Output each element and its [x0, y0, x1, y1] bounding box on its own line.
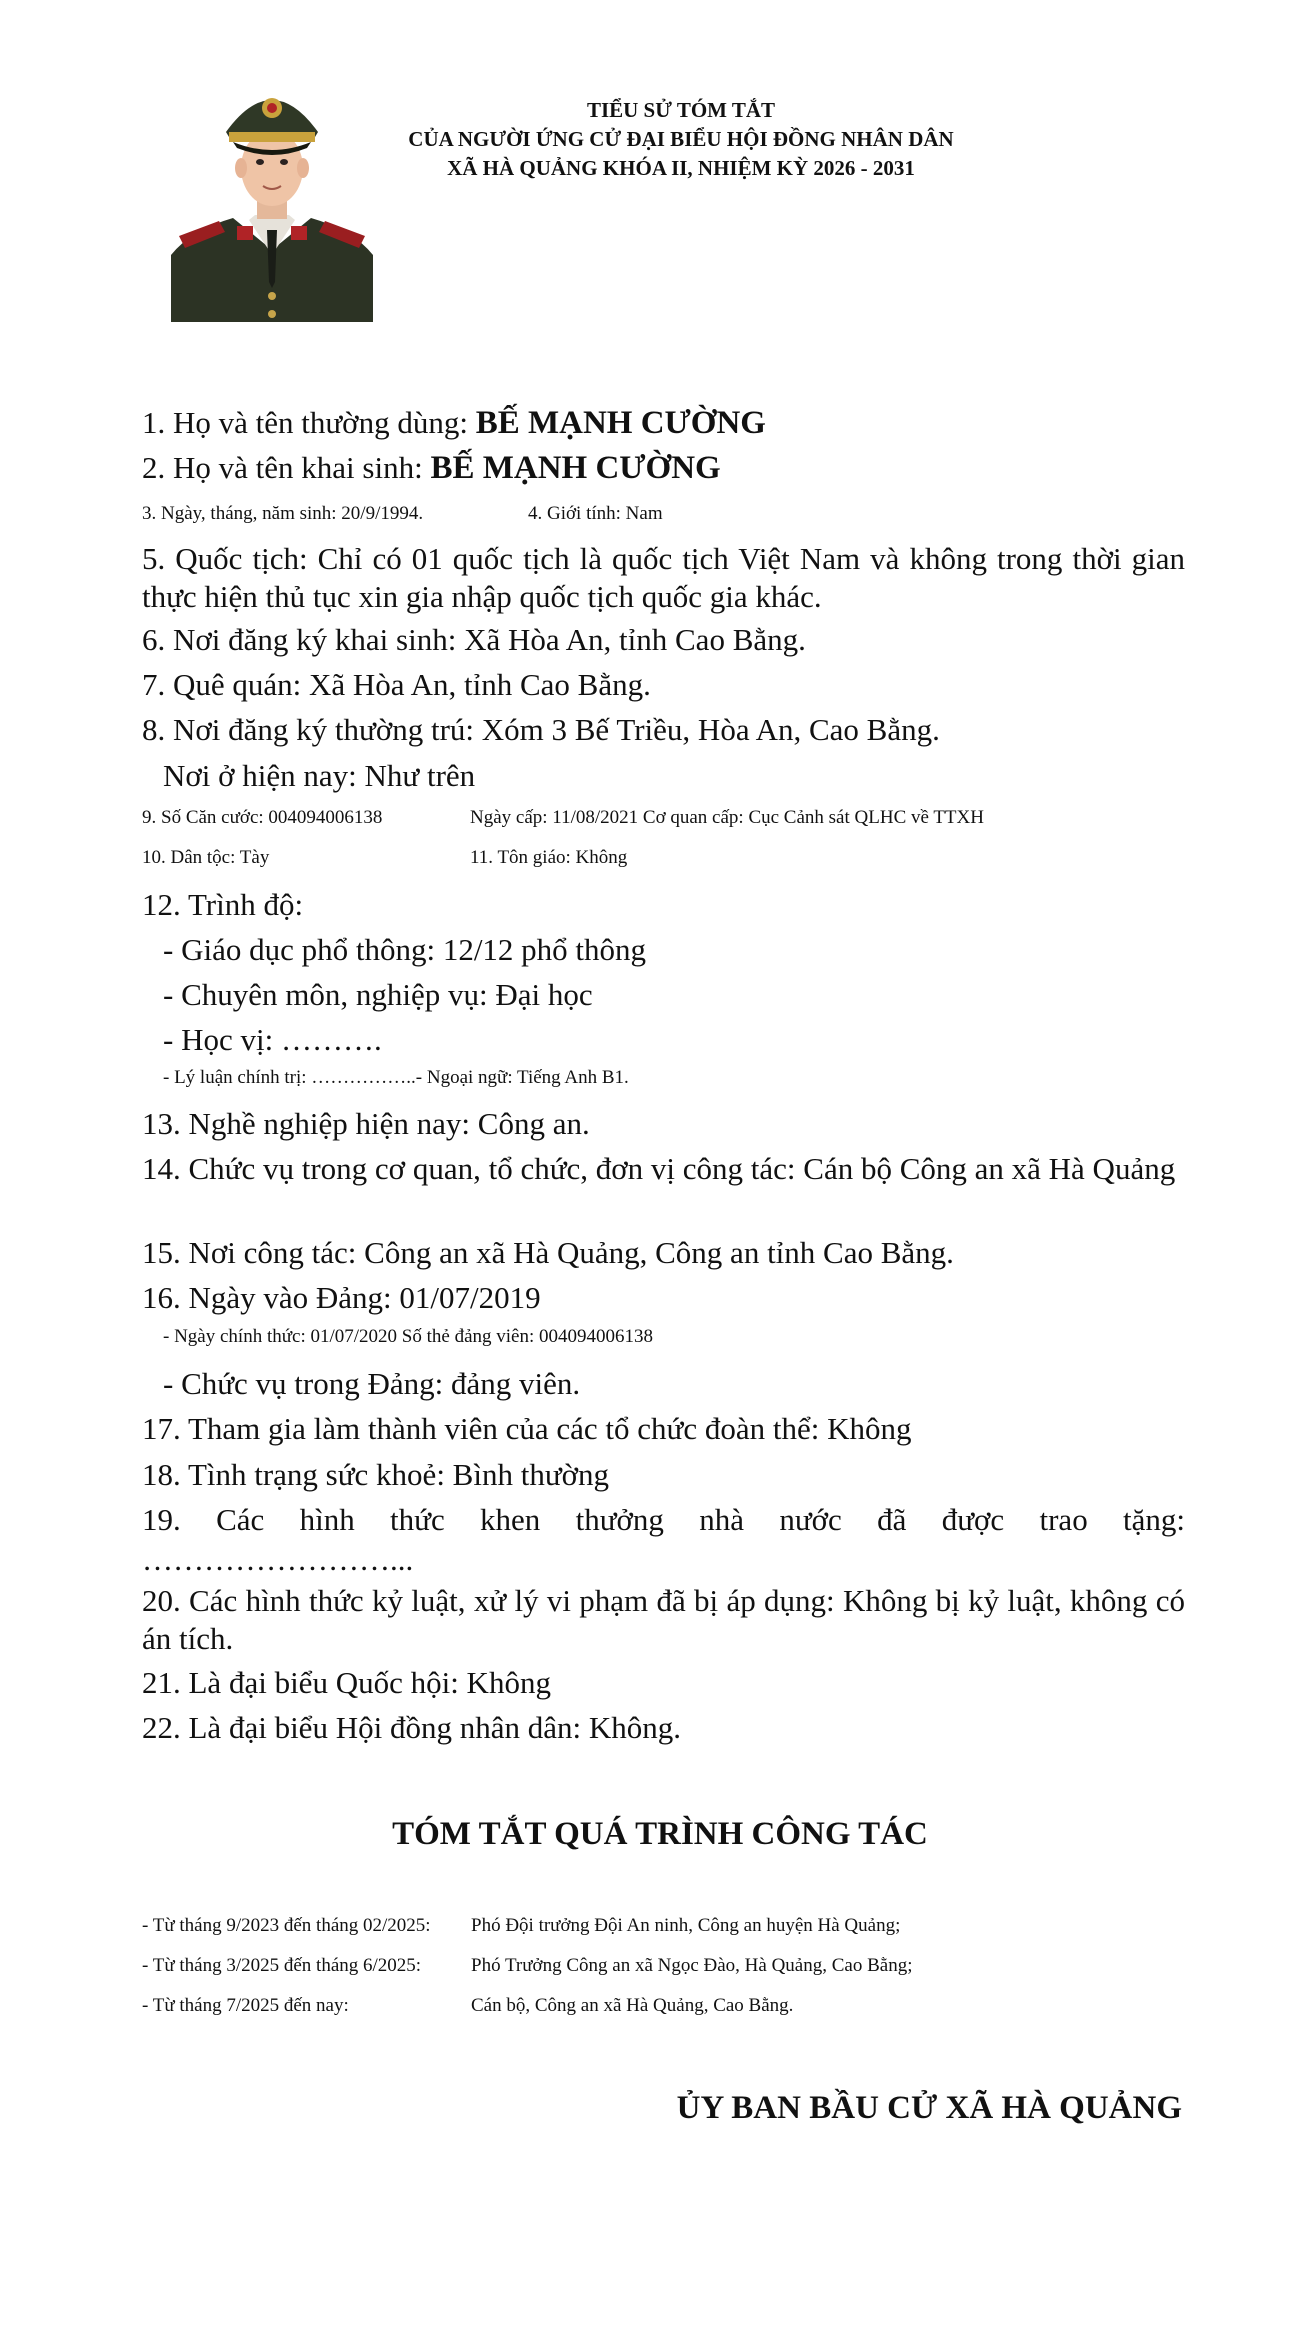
career-row-1-desc: Phó Đội trưởng Đội An ninh, Công an huyện Hà Quảng;: [471, 1915, 901, 1936]
career-row-1-period: - Từ tháng 9/2023 đến tháng 02/2025:: [142, 1915, 431, 1936]
document-subtitle-line-1: CỦA NGƯỜI ỨNG CỬ ĐẠI BIỂU HỘI ĐỒNG NHÂN DÂN: [408, 127, 954, 151]
item-1-value: BẾ MẠNH CƯỜNG: [475, 405, 766, 441]
document-title: TIỂU SỬ TÓM TẮT: [586, 98, 776, 122]
item-12-politics-language: - Lý luận chính trị: ……………..- Ngoại ngữ: Tiếng Anh B1.: [163, 1067, 629, 1088]
item-16-official-date: - Ngày chính thức: 01/07/2020 Số thẻ đảng viên: 004094006138: [163, 1326, 653, 1347]
item-12-professional: - Chuyên môn, nghiệp vụ: Đại học: [163, 977, 593, 1012]
item-1-label: 1. Họ và tên thường dùng:: [142, 405, 476, 440]
item-1: [142, 403, 1185, 443]
item-19: 19. Các hình thức khen thưởng nhà nước đã được trao tặng:: [142, 1502, 1185, 1537]
document-subtitle-line-2: XÃ HÀ QUẢNG KHÓA II, NHIỆM KỲ 2026 - 2031: [447, 156, 915, 180]
item-13: 13. Nghề nghiệp hiện nay: Công an.: [142, 1106, 590, 1141]
item-19-value: ……………………...: [142, 1542, 414, 1577]
item-17: 17. Tham gia làm thành viên của các tổ chức đoàn thể: Không: [142, 1411, 912, 1446]
career-row-3-period: - Từ tháng 7/2025 đến nay:: [142, 1995, 349, 2016]
portrait-photo: [171, 50, 373, 322]
item-5: 5. Quốc tịch: Chỉ có 01 quốc tịch là quốc tịch Việt Nam và không trong thời gian thực hiện thủ tục xin gia nhập quốc tịch quốc gia khác.: [142, 541, 1185, 614]
item-10: 10. Dân tộc: Tày: [142, 847, 270, 868]
item-14: 14. Chức vụ trong cơ quan, tổ chức, đơn vị công tác: Cán bộ Công an xã Hà Quảng: [142, 1151, 1176, 1186]
career-row-2-desc: Phó Trưởng Công an xã Ngọc Đào, Hà Quảng, Cao Bằng;: [471, 1955, 913, 1976]
item-11: 11. Tôn giáo: Không: [470, 847, 628, 868]
item-12-general-education: - Giáo dục phổ thông: 12/12 phổ thông: [163, 932, 647, 967]
item-2-value: BẾ MẠNH CƯỜNG: [430, 450, 721, 486]
item-15: 15. Nơi công tác: Công an xã Hà Quảng, Công an tỉnh Cao Bằng.: [142, 1235, 954, 1270]
item-9-issue: Ngày cấp: 11/08/2021 Cơ quan cấp: Cục Cảnh sát QLHC về TTXH: [470, 807, 984, 828]
item-22: 22. Là đại biểu Hội đồng nhân dân: Không.: [142, 1710, 681, 1745]
item-2-label: 2. Họ và tên khai sinh:: [142, 450, 431, 485]
item-21: 21. Là đại biểu Quốc hội: Không: [142, 1665, 551, 1700]
item-7: 7. Quê quán: Xã Hòa An, tỉnh Cao Bằng.: [142, 667, 651, 702]
item-9: 9. Số Căn cước: 004094006138: [142, 807, 383, 828]
item-12-degree: - Học vị: ……….: [163, 1022, 382, 1057]
career-row-2-period: - Từ tháng 3/2025 đến tháng 6/2025:: [142, 1955, 422, 1976]
career-row-3-desc: Cán bộ, Công an xã Hà Quảng, Cao Bằng.: [471, 1995, 794, 2016]
item-6: 6. Nơi đăng ký khai sinh: Xã Hòa An, tỉnh Cao Bằng.: [142, 622, 806, 657]
career-section-title: TÓM TẮT QUÁ TRÌNH CÔNG TÁC: [392, 1816, 928, 1852]
item-16: 16. Ngày vào Đảng: 01/07/2019: [142, 1280, 541, 1315]
item-12: 12. Trình độ:: [142, 887, 304, 922]
item-3: 3. Ngày, tháng, năm sinh: 20/9/1994.: [142, 503, 424, 524]
document-header: [372, 97, 990, 182]
item-18: 18. Tình trạng sức khoẻ: Bình thường: [142, 1457, 610, 1492]
item-2: [142, 448, 1185, 488]
election-committee-signature: ỦY BAN BẦU CỬ XÃ HÀ QUẢNG: [676, 2090, 1182, 2126]
item-8-current-residence: Nơi ở hiện nay: Như trên: [163, 758, 476, 793]
portrait-photo-icon: [171, 50, 373, 322]
item-4: 4. Giới tính: Nam: [528, 503, 663, 524]
item-20: 20. Các hình thức kỷ luật, xử lý vi phạm đã bị áp dụng: Không bị kỷ luật, không có án tích.: [142, 1583, 1185, 1656]
item-8: 8. Nơi đăng ký thường trú: Xóm 3 Bế Triều, Hòa An, Cao Bằng.: [142, 712, 940, 747]
item-16-party-position: - Chức vụ trong Đảng: đảng viên.: [163, 1366, 581, 1401]
